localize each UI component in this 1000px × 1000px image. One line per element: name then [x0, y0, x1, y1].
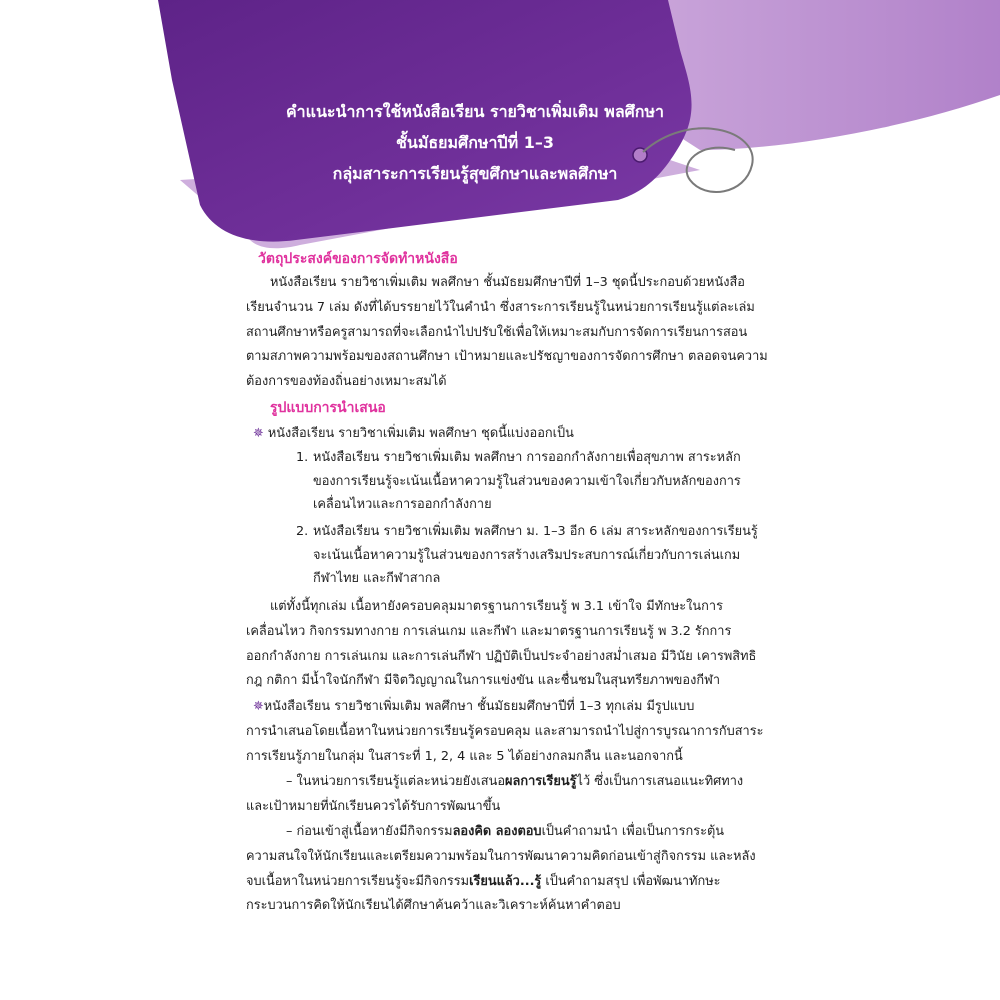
list-item-1 — [296, 446, 766, 518]
dash-1-bold: ผลการเรียนรู้ — [505, 774, 577, 789]
list-item-1-number: 1. — [296, 450, 309, 465]
objective-line-5: ต้องการของท้องถิ่นอย่างเหมาะสมได้ — [246, 374, 447, 390]
bullet-2-line-2: การนำเสนอโดยเนื้อหาในหน่วยการเรียนรู้ครอบคลุม และสามารถนำไปสู่การบูรณาการกับสาระ — [246, 723, 764, 739]
item1-line-2: ของการเรียนรู้จะเน้นเนื้อหาความรู้ในส่วนของความเข้าใจเกี่ยวกับหลักของการ — [313, 473, 741, 489]
bullet-1 — [253, 422, 574, 443]
objective-line-2: เรียนจำนวน 7 เล่ม ดังที่ได้บรรยายไว้ในคำนำ ซึ่งสาระการเรียนรู้ในหน่วยการเรียนรู้แต่ละเล่ม — [246, 299, 755, 315]
dash-2-paragraph — [246, 820, 776, 919]
title-line-2: ชั้นมัธยมศึกษาปีที่ 1–3 — [396, 133, 554, 152]
objective-line-3: สถานศึกษาหรือครูสามารถที่จะเลือกนำไปปรับใช้เพื่อให้เหมาะสมกับการจัดการเรียนการสอน — [246, 324, 748, 340]
item1-line-3: เคลื่อนไหวและการออกกำลังกาย — [313, 497, 492, 512]
star-bullet-icon: ✵ — [253, 426, 264, 441]
dash-2-bold: ลองคิด ลองตอบ — [452, 824, 542, 839]
dash-2-line-2: ความสนใจให้นักเรียนและเตรียมความพร้อมในการพัฒนาความคิดก่อนเข้าสู่กิจกรรม และหลัง — [246, 848, 756, 864]
standards-line-3: ออกกำลังกาย การเล่นเกม และการเล่นกีฬา ปฏิบัติเป็นประจำอย่างสม่ำเสมอ มีวินัย เคารพสิทธิ — [246, 648, 757, 664]
objective-line-1: หนังสือเรียน รายวิชาเพิ่มเติม พลศึกษา ชั้นมัธยมศึกษาปีที่ 1–3 ชุดนี้ประกอบด้วยหนังสือ — [270, 275, 745, 290]
list-item-2-number: 2. — [296, 524, 309, 539]
bullet-2-line-1 — [246, 695, 776, 720]
dash-1-line-1 — [246, 770, 776, 795]
standards-line-2: เคลื่อนไหว กิจกรรมทางกาย การเล่นเกม และกีฬา และมาตรฐานการเรียนรู้ พ 3.2 รักการ — [246, 623, 732, 639]
item2-line-1: หนังสือเรียน รายวิชาเพิ่มเติม พลศึกษา ม. 1–3 อีก 6 เล่ม สาระหลักของการเรียนรู้ — [313, 524, 758, 539]
dash-2-line-3-bold: เรียนแล้ว...รู้ — [469, 873, 542, 889]
dash-2-line-3 — [246, 870, 776, 895]
dash-2-line-1 — [246, 820, 776, 845]
list-item-2 — [296, 520, 766, 592]
dash-2-post: เป็นคำถามนำ เพื่อเป็นการกระตุ้น — [541, 824, 725, 839]
dash-1-line-2: และเป้าหมายที่นักเรียนควรได้รับการพัฒนาขึ้น — [246, 798, 501, 814]
standards-paragraph — [246, 595, 776, 694]
dash-2-line-4: กระบวนการคิดให้นักเรียนได้ศึกษาค้นคว้าและวิเคราะห์ค้นหาคำตอบ — [246, 898, 621, 914]
standards-line-1: แต่ทั้งนี้ทุกเล่ม เนื้อหายังครอบคลุมมาตรฐานการเรียนรู้ พ 3.1 เข้าใจ มีทักษะในการ — [270, 599, 723, 614]
title-line-3: กลุ่มสาระการเรียนรู้สุขศึกษาและพลศึกษา — [332, 164, 618, 183]
dash-2-pre: – ก่อนเข้าสู่เนื้อหายังมีกิจกรรม — [286, 824, 453, 839]
dash-1-paragraph — [246, 770, 776, 820]
objective-paragraph — [246, 271, 776, 395]
bullet-2-line-1-text: หนังสือเรียน รายวิชาเพิ่มเติม พลศึกษา ชั้นมัธยมศึกษาปีที่ 1–3 ทุกเล่ม มีรูปแบบ — [263, 699, 695, 714]
presentation-heading: รูปแบบการนำเสนอ — [270, 400, 386, 416]
title-line-1: คำแนะนำการใช้หนังสือเรียน รายวิชาเพิ่มเติม พลศึกษา — [285, 102, 665, 121]
bullet-2-line-3: การเรียนรู้ภายในกลุ่ม ในสาระที่ 1, 2, 4 และ 5 ได้อย่างกลมกลืน และนอกจากนี้ — [246, 748, 683, 764]
dash-2-line-3-pre: จบเนื้อหาในหน่วยการเรียนรู้จะมีกิจกรรม — [246, 873, 470, 889]
objective-heading: วัตถุประสงค์ของการจัดทำหนังสือ — [258, 251, 458, 267]
list-item-1-text — [313, 446, 763, 517]
dash-1-post: ไว้ ซึ่งเป็นการเสนอแนะทิศทาง — [576, 774, 744, 789]
objective-line-4: ตามสภาพความพร้อมของสถานศึกษา เป้าหมายและปรัชญาของการจัดการศึกษา ตลอดจนความ — [246, 349, 768, 365]
item2-line-3: กีฬาไทย และกีฬาสากล — [313, 571, 441, 586]
bullet-2-paragraph — [246, 695, 776, 769]
list-item-2-text — [313, 520, 763, 591]
header-title — [180, 96, 770, 189]
dash-1-pre: – ในหน่วยการเรียนรู้แต่ละหน่วยยังเสนอ — [286, 774, 506, 789]
item2-line-2: จะเน้นเนื้อหาความรู้ในส่วนของการสร้างเสริมประสบการณ์เกี่ยวกับการเล่นเกม — [313, 547, 741, 563]
star-bullet-icon: ✵ — [253, 699, 264, 714]
bullet-1-text: หนังสือเรียน รายวิชาเพิ่มเติม พลศึกษา ชุดนี้แบ่งออกเป็น — [267, 426, 574, 441]
item1-line-1: หนังสือเรียน รายวิชาเพิ่มเติม พลศึกษา การออกกำลังกายเพื่อสุขภาพ สาระหลัก — [313, 450, 741, 465]
dash-2-line-3-post: เป็นคำถามสรุป เพื่อพัฒนาทักษะ — [541, 873, 721, 889]
standards-line-4: กฎ กติกา มีน้ำใจนักกีฬา มีจิตวิญญาณในการแข่งขัน และชื่นชมในสุนทรียภาพของกีฬา — [246, 673, 721, 689]
